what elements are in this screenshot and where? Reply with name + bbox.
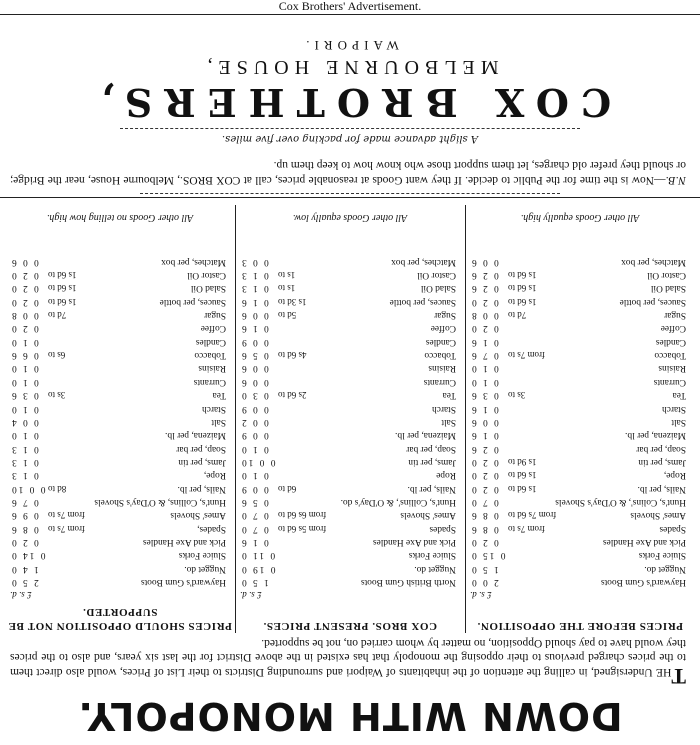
item-price: 0 0 6 (240, 310, 269, 321)
item-price: 0 1 0 (10, 336, 39, 347)
price-row (468, 535, 692, 548)
price-row (468, 575, 692, 588)
item-price: 0 1 3 (240, 270, 269, 281)
price-row (8, 254, 232, 267)
item-name: Matches, per box (161, 256, 226, 267)
intro-paragraph (10, 636, 686, 689)
header-rule (0, 14, 700, 15)
price-row (8, 428, 232, 441)
price-row (238, 375, 462, 388)
price-row (468, 508, 692, 521)
column-footer: All other Goods no telling how high. (46, 212, 194, 224)
price-row (468, 481, 692, 494)
item-name: Ames' Shovels (170, 510, 226, 521)
item-name: Matches, per box (621, 256, 686, 267)
item-name: Ames' Shovels (630, 510, 686, 521)
item-price: 0 7 0 (470, 496, 499, 507)
item-price: 0 1 6 (470, 430, 499, 441)
column-present-prices (238, 201, 462, 633)
item-price: 0 1 6 (240, 323, 269, 334)
dashed-rule (140, 193, 560, 194)
price-row (238, 428, 462, 441)
price-row (238, 548, 462, 561)
column-heading: COX BROS. PRESENT PRICES. (262, 620, 438, 632)
item-price: 0 1 3 (10, 443, 39, 454)
item-price: 0 3 6 (470, 390, 499, 401)
price-range: 7d to (48, 310, 67, 321)
price-row (468, 561, 692, 574)
item-price: 0 0 6 (240, 376, 269, 387)
item-price: 0 2 0 (10, 283, 39, 294)
item-price: 0 15 0 (470, 550, 506, 561)
item-name: Coffee (200, 323, 226, 334)
item-price: 0 1 0 (10, 376, 39, 387)
item-name: Currants (423, 376, 456, 387)
item-name: Rope, (663, 470, 686, 481)
price-range: from 7s to (508, 350, 545, 361)
item-name: Salad Oil (190, 283, 226, 294)
item-name: Matches, per box (391, 256, 456, 267)
item-price: 0 2 0 (470, 296, 499, 307)
item-price: 1 5 0 (470, 563, 499, 574)
item-name: Raisins (658, 363, 686, 374)
price-range: 1s 9d to (508, 456, 537, 467)
item-price: 2 0 0 (470, 577, 499, 587)
item-name: Castor Oil (187, 270, 226, 281)
item-price: 0 0 10 (10, 483, 46, 494)
item-name: Raisins (428, 363, 456, 374)
item-price: 0 8 6 (470, 510, 499, 521)
item-name: Ames' Shovels (400, 510, 456, 521)
price-row (468, 361, 692, 374)
price-row (8, 294, 232, 307)
item-price: 1 5 0 (240, 577, 269, 587)
item-name: Nugget do. (184, 563, 226, 574)
item-name: Soap, per bar (176, 443, 226, 454)
item-name: Starch (202, 403, 226, 414)
price-row (238, 321, 462, 334)
price-row (238, 535, 462, 548)
price-range: from 5s 6d to (278, 523, 327, 534)
item-price: 0 1 0 (470, 376, 499, 387)
item-price: 0 2 0 (10, 270, 39, 281)
price-range: 1s 6d to (48, 283, 77, 294)
item-name: Nails, per lb. (637, 483, 686, 494)
item-price: 0 1 0 (10, 363, 39, 374)
price-row (468, 428, 692, 441)
item-name: Pick and Axe Handles (602, 536, 686, 547)
price-row (468, 388, 692, 401)
price-row (8, 401, 232, 414)
price-row (8, 468, 232, 481)
price-row (8, 388, 232, 401)
item-price: 0 2 0 (470, 470, 499, 481)
price-row (238, 521, 462, 534)
price-row (8, 508, 232, 521)
item-price: 0 1 0 (240, 443, 269, 454)
price-row (468, 308, 692, 321)
item-name: Hayward's Gum Boots (140, 577, 226, 587)
price-row (8, 521, 232, 534)
item-name: Nugget do. (644, 563, 686, 574)
price-range: 2s 6d to (278, 390, 307, 401)
price-row (468, 401, 692, 414)
item-price: 0 3 6 (10, 390, 39, 401)
price-range: 7d to (508, 310, 527, 321)
nb-label: N.B. (665, 174, 686, 186)
item-price: 0 2 0 (470, 483, 499, 494)
item-name: Coffee (430, 323, 456, 334)
item-name: Currants (653, 376, 686, 387)
item-name: Sauces, per bottle (619, 296, 686, 307)
item-name: Tea (442, 390, 456, 401)
price-range: from 6s 6d to (278, 510, 327, 521)
price-row (8, 561, 232, 574)
item-name: Hayward's Gum Boots (600, 577, 686, 587)
item-name: Sugar (204, 310, 226, 321)
price-range: 3s to (508, 390, 526, 401)
item-price: 0 0 9 (240, 430, 269, 441)
price-range: 8d to (48, 483, 67, 494)
price-range: 1s 6d to (48, 270, 77, 281)
item-price: 0 0 10 (240, 456, 276, 467)
price-row (8, 308, 232, 321)
item-name: Sugar (664, 310, 686, 321)
price-range: 1s 6d to (508, 296, 537, 307)
item-name: Candles (655, 336, 686, 347)
item-name: North British Gum Boots (360, 577, 456, 587)
item-price: 0 5 6 (240, 350, 269, 361)
price-row (238, 308, 462, 321)
item-name: Spades, (197, 523, 226, 534)
price-row (468, 268, 692, 281)
column-divider (235, 205, 236, 633)
item-name: Salt (211, 416, 226, 427)
item-name: Maizena, per lb. (165, 430, 226, 441)
item-name: Sugar (434, 310, 456, 321)
column-divider (465, 205, 466, 633)
item-price: 0 0 6 (470, 416, 499, 427)
price-row (8, 348, 232, 361)
item-name: Pick and Axe Handles (142, 536, 226, 547)
item-name: Raisins (198, 363, 226, 374)
price-row (238, 441, 462, 454)
item-price: 0 2 0 (10, 323, 39, 334)
price-row (238, 415, 462, 428)
item-price: 0 1 6 (470, 336, 499, 347)
item-price: 0 1 0 (240, 470, 269, 481)
price-row (8, 535, 232, 548)
item-name: Jams, per tin (178, 456, 226, 467)
price-row (468, 521, 692, 534)
price-row (238, 254, 462, 267)
price-row (8, 415, 232, 428)
price-range: 1s to (278, 270, 296, 281)
item-price: 0 7 0 (240, 523, 269, 534)
price-row (238, 348, 462, 361)
price-range: 6s to (48, 350, 66, 361)
item-name: Rope (436, 470, 456, 481)
column-before-opposition (468, 201, 692, 633)
item-name: Castor Oil (417, 270, 456, 281)
column-no-opposition (8, 201, 232, 633)
item-name: Maizena, per lb. (625, 430, 686, 441)
price-row (238, 294, 462, 307)
page-header: Cox Brothers' Advertisement. (278, 0, 422, 13)
item-name: Maizena, per lb. (395, 430, 456, 441)
item-name: Tea (672, 390, 686, 401)
item-price: 0 0 9 (240, 403, 269, 414)
item-price: 0 0 3 (240, 256, 269, 267)
item-price: 0 9 6 (10, 510, 39, 521)
price-row (8, 281, 232, 294)
item-name: Salad Oil (650, 283, 686, 294)
price-row (238, 481, 462, 494)
item-name: Candles (195, 336, 226, 347)
nb-text: —Now is the time for the Public to decide. If they want Goods at reasonable prices, call at COX BROS., Melbourne House, near the Bridge; or should they prefer old charges, let them support those who know how to keep them up. (10, 159, 686, 186)
item-name: Sauces, per bottle (159, 296, 226, 307)
column-footer: All other Goods equally high. (520, 212, 640, 224)
price-row (238, 495, 462, 508)
item-price: 0 2 0 (470, 536, 499, 547)
price-row (8, 455, 232, 468)
item-price: 0 1 6 (240, 296, 269, 307)
column-heading: PRICES SHOULD OPPOSITION NOT BE SUPPORTED. (8, 606, 232, 632)
price-row (468, 281, 692, 294)
price-range: from 7s to (508, 523, 545, 534)
item-price: 0 6 6 (10, 350, 39, 361)
item-price: 0 0 9 (240, 336, 269, 347)
price-row (8, 334, 232, 347)
item-price: 0 1 0 (10, 430, 39, 441)
item-price: 0 2 0 (10, 296, 39, 307)
item-price: 0 2 0 (470, 456, 499, 467)
item-name: Pick and Axe Handles (372, 536, 456, 547)
price-row (468, 495, 692, 508)
item-name: Sluice Forks (178, 550, 226, 561)
item-price: 0 5 6 (240, 496, 269, 507)
item-price: 0 0 8 (470, 310, 499, 321)
price-row (238, 508, 462, 521)
price-row (238, 455, 462, 468)
item-name: Hunt's, Collins', & O'Day's do. (340, 496, 456, 507)
item-price: 0 14 0 (10, 550, 46, 561)
item-name: Spades (659, 523, 686, 534)
item-name: Hunt's, Collins, & O'Day's Shovels (94, 496, 226, 507)
item-price: 0 0 6 (240, 363, 269, 374)
house-name: MELBOURNE HOUSE, (201, 56, 499, 78)
item-price: 0 1 3 (10, 470, 39, 481)
item-price: 0 1 6 (470, 403, 499, 414)
item-name: Nails, per lb. (177, 483, 226, 494)
item-price: 0 0 6 (10, 256, 39, 267)
price-row (468, 321, 692, 334)
item-price: 0 1 3 (10, 456, 39, 467)
price-range: 1s 6d to (508, 270, 537, 281)
item-price: 0 0 8 (10, 310, 39, 321)
item-name: Coffee (660, 323, 686, 334)
price-range: 1s 6d to (48, 296, 77, 307)
item-name: Tobacco (194, 350, 226, 361)
item-name: Salad Oil (420, 283, 456, 294)
item-name: Starch (662, 403, 686, 414)
price-columns (8, 201, 692, 633)
item-price: 0 2 0 (470, 323, 499, 334)
item-price: 0 1 6 (240, 536, 269, 547)
price-row (238, 401, 462, 414)
price-range: 1s 6d to (508, 470, 537, 481)
item-price: 0 2 6 (470, 443, 499, 454)
item-name: Jams, per tin (638, 456, 686, 467)
currency-header: £ s. d. (470, 590, 492, 600)
item-name: Nugget do. (414, 563, 456, 574)
item-name: Candles (425, 336, 456, 347)
price-row (468, 455, 692, 468)
price-row (468, 415, 692, 428)
price-range: 3s to (48, 390, 66, 401)
item-name: Salt (441, 416, 456, 427)
price-row (8, 268, 232, 281)
shop-name: COX BROTHERS, (88, 80, 612, 125)
currency-header: £ s. d. (10, 590, 32, 600)
currency-header: £ s. d. (240, 590, 262, 600)
dashed-rule (120, 128, 580, 129)
column-footer: All other Goods equally low. (292, 212, 408, 224)
item-name: Castor Oil (647, 270, 686, 281)
columns-bottom-rule (0, 197, 700, 198)
price-row (468, 294, 692, 307)
packing-notice: A slight advance made for packing over five miles. (222, 133, 479, 144)
price-range: from 7s 6d to (508, 510, 557, 521)
price-row (468, 548, 692, 561)
price-row (238, 281, 462, 294)
price-range: 6d to (278, 483, 297, 494)
item-price: 0 7 0 (240, 510, 269, 521)
item-price: 0 7 6 (470, 350, 499, 361)
price-range: 1s 3d to (278, 296, 307, 307)
price-range: 1s 6d to (508, 483, 537, 494)
item-name: Sluice Forks (638, 550, 686, 561)
price-row (468, 254, 692, 267)
item-name: Tobacco (654, 350, 686, 361)
price-row (238, 561, 462, 574)
price-row (238, 468, 462, 481)
item-name: Hunt's, Colins', & O'Day's Shovels (555, 496, 686, 507)
column-heading: PRICES BEFORE THE OPPOSITION. (476, 620, 684, 632)
price-row (468, 441, 692, 454)
price-row (238, 268, 462, 281)
nb-paragraph (10, 158, 686, 187)
price-row (8, 441, 232, 454)
item-name: Starch (432, 403, 456, 414)
advertisement-sheet (0, 16, 700, 745)
item-price: 0 2 6 (470, 270, 499, 281)
price-range: from 7s to (48, 510, 85, 521)
intro-text: HE Undersigned, in calling the attention of the inhabitants of Waipori and surrounding Districts to their List of Prices, would also direct them to the prices charged previous to their opposing the monopoly that has existed in the above District for the last six years, and also to the prices they would have to pay should Opposition, no matter by whom carried on, not be supported. (10, 637, 686, 678)
item-name: Soap, per bar (636, 443, 686, 454)
price-row (238, 388, 462, 401)
item-name: Nails, per lb. (407, 483, 456, 494)
item-name: Tea (212, 390, 226, 401)
item-price: 0 3 0 (240, 390, 269, 401)
item-name: Tobacco (424, 350, 456, 361)
price-row (238, 575, 462, 588)
item-price: 0 8 6 (10, 523, 39, 534)
item-name: Currants (193, 376, 226, 387)
item-price: 0 11 0 (240, 550, 276, 561)
item-price: 0 0 4 (10, 416, 39, 427)
price-row (468, 375, 692, 388)
price-range: 4s 6d to (278, 350, 307, 361)
item-name: Salt (671, 416, 686, 427)
item-price: 0 0 2 (240, 416, 269, 427)
price-range: from 7s to (48, 523, 85, 534)
item-price: 0 2 0 (10, 536, 39, 547)
price-row (238, 361, 462, 374)
town-name: WAIPORI. (301, 38, 399, 53)
item-name: Soap, per bar (406, 443, 456, 454)
ad-title: DOWN WITH MONOPOLY. (77, 694, 623, 738)
price-row (468, 468, 692, 481)
item-price: 0 8 6 (470, 523, 499, 534)
item-price: 0 19 0 (240, 563, 276, 574)
price-row (8, 575, 232, 588)
price-range: 1s 6d to (508, 283, 537, 294)
item-price: 0 1 3 (240, 283, 269, 294)
item-name: Sauces, per bottle (389, 296, 456, 307)
item-price: 0 7 6 (10, 496, 39, 507)
item-price: 0 0 6 (470, 256, 499, 267)
price-row (8, 548, 232, 561)
price-row (238, 334, 462, 347)
intro-dropcap: T (671, 664, 686, 689)
price-row (468, 348, 692, 361)
price-row (468, 334, 692, 347)
item-price: 0 1 0 (470, 363, 499, 374)
price-row (8, 375, 232, 388)
item-name: Rope, (203, 470, 226, 481)
item-name: Spades (429, 523, 456, 534)
price-range: 1s to (278, 283, 296, 294)
item-name: Jams, per tin (408, 456, 456, 467)
item-price: 0 1 0 (10, 403, 39, 414)
price-row (8, 481, 232, 494)
price-range: 5d to (278, 310, 297, 321)
price-row (8, 495, 232, 508)
item-price: 2 5 0 (10, 577, 39, 587)
item-price: 0 0 9 (240, 483, 269, 494)
item-price: 1 4 0 (10, 563, 39, 574)
price-row (8, 321, 232, 334)
item-price: 0 2 6 (470, 283, 499, 294)
item-name: Sluice Forks (408, 550, 456, 561)
price-row (8, 361, 232, 374)
